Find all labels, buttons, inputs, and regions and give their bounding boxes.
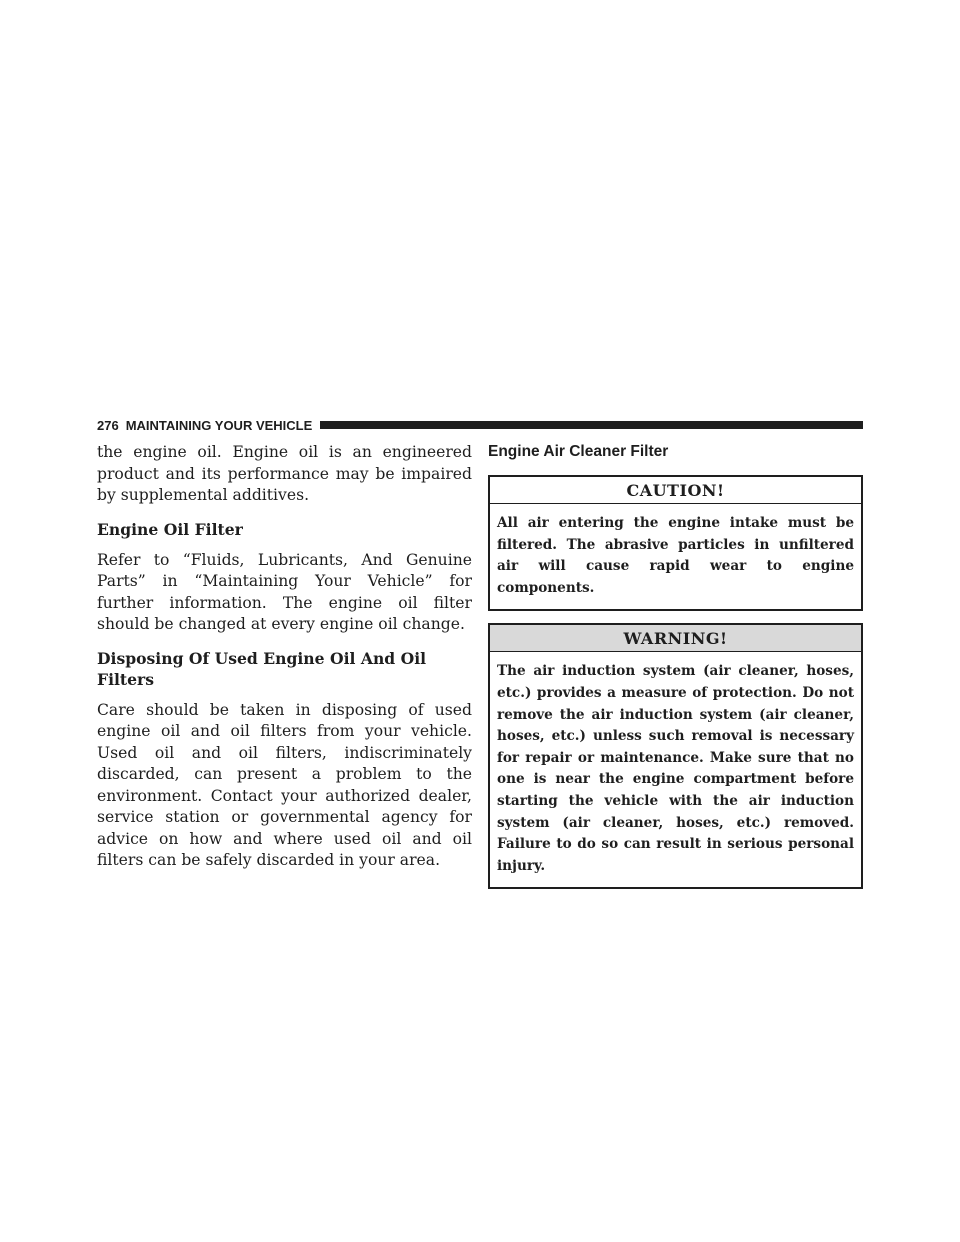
heading-engine-oil-filter: Engine Oil Filter — [97, 519, 243, 539]
section-title: MAINTAINING YOUR VEHICLE — [125, 417, 313, 433]
caution-box — [488, 475, 863, 611]
warning-body: The air induction system (air cleaner, hoses, etc.) provides a measure of protection. Do not remove the air induction system (air cleaner, hoses, etc.) unless such removal is necessary for repair or maintenance. Make sure that no one is near the engine compartment before starting the vehicle with the air induction system (air cleaner, hoses, etc.) removed. Failure to do so can result in serious personal injury. — [497, 663, 854, 874]
heading-disposing-oil: Disposing Of Used Engine Oil And Oil Filters — [97, 648, 427, 689]
heading-air-cleaner-filter: Engine Air Cleaner Filter — [488, 443, 669, 460]
paragraph-oil-filter: Refer to “Fluids, Lubricants, And Genuine Parts” in “Maintaining Your Vehicle” for further information. The engine oil filter should be changed at every engine oil change. — [97, 550, 472, 633]
warning-box — [488, 623, 863, 889]
right-column — [488, 442, 863, 901]
paragraph-disposing-oil: Care should be taken in disposing of used engine oil and oil filters from your vehicle. Used oil and oil filters, indiscriminately discarded, can present a problem to the environment. Contact your authorized dealer, service station or governmental agency for advice on how and where used oil and oil filters can be safely discarded in your area. — [97, 700, 472, 869]
warning-title: WARNING! — [490, 625, 861, 652]
caution-body: All air entering the engine intake must be filtered. The abrasive particles in unfiltered air will cause rapid wear to engine components. — [497, 515, 854, 596]
page-header — [97, 414, 863, 436]
paragraph-oil-additives: the engine oil. Engine oil is an engineered product and its performance may be impaired by supplemental additives. — [97, 443, 472, 504]
header-rule — [320, 421, 863, 429]
page-number: 276 — [97, 417, 119, 433]
caution-title: CAUTION! — [490, 477, 861, 504]
left-column — [97, 442, 472, 882]
